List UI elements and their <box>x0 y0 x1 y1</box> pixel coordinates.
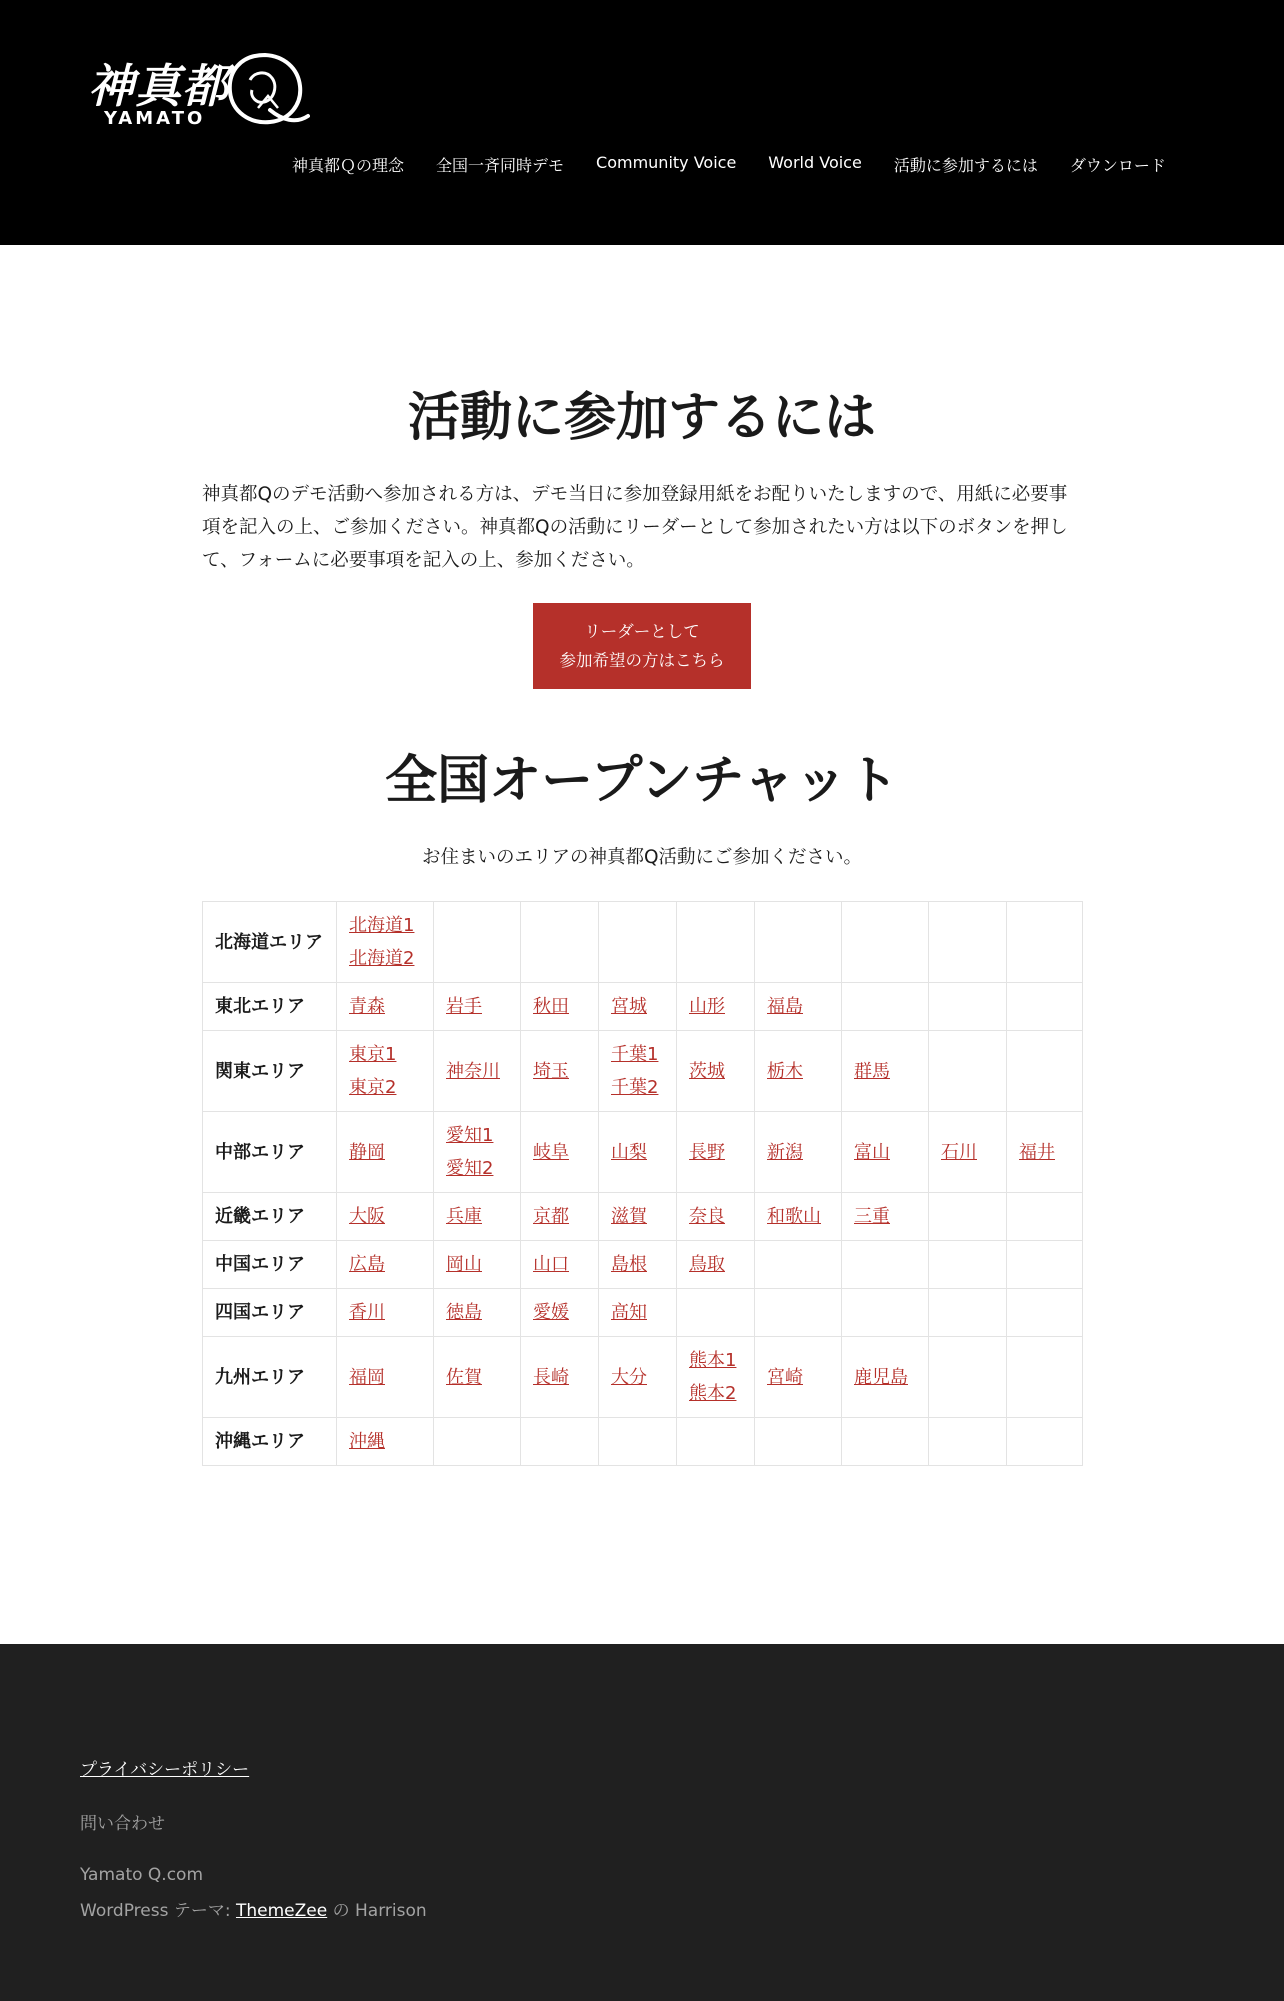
table-cell <box>521 1337 599 1418</box>
openchat-link[interactable]: 滋賀 <box>611 1206 647 1227</box>
themezee-link[interactable]: ThemeZee <box>235 1901 328 1921</box>
table-cell <box>929 1418 1007 1466</box>
page-title: 活動に参加するには <box>407 388 876 448</box>
table-cell <box>842 1289 929 1337</box>
credit-suffix: の Harrison <box>327 1901 427 1921</box>
openchat-link[interactable]: 千葉2 <box>611 1077 659 1098</box>
table-cell <box>1007 1418 1083 1466</box>
openchat-link[interactable]: 大阪 <box>349 1206 385 1227</box>
site-footer <box>0 1644 1284 2001</box>
table-cell <box>677 1112 755 1193</box>
openchat-link[interactable]: 三重 <box>854 1206 890 1227</box>
openchat-link[interactable]: 島根 <box>611 1254 647 1275</box>
table-cell <box>842 1337 929 1418</box>
openchat-link[interactable]: 富山 <box>854 1141 890 1163</box>
openchat-link[interactable]: 山形 <box>689 996 725 1017</box>
table-cell <box>929 1337 1007 1418</box>
logo-kanji: 神真都 <box>88 59 229 113</box>
table-cell <box>337 1418 434 1466</box>
area-name: 関東エリア <box>203 1031 337 1112</box>
openchat-link[interactable]: 愛知2 <box>446 1158 494 1179</box>
table-cell <box>1007 1241 1083 1289</box>
table-cell <box>929 1241 1007 1289</box>
table-row <box>203 1418 1083 1466</box>
openchat-link[interactable]: 熊本2 <box>689 1383 737 1404</box>
site-header <box>0 0 1284 245</box>
privacy-policy-link[interactable]: プライバシーポリシー <box>80 1760 250 1780</box>
intro-text: 神真都Qのデモ活動へ参加される方は、デモ当日に参加登録用紙をお配りいたしますので、用紙に必要事項を記入の上、ご参加ください。神真都Qの活動にリーダーとして参加されたい方は以下のボタンを押して、フォームに必要事項を記入の上、参加ください。 <box>202 484 1068 571</box>
table-cell <box>599 1031 677 1112</box>
footer-credit <box>80 1896 427 1921</box>
main-nav <box>292 149 1166 180</box>
table-row <box>203 1337 1083 1418</box>
section-subtitle: お住まいのエリアの神真都Q活動にご参加ください。 <box>421 847 863 868</box>
openchat-link[interactable]: 徳島 <box>446 1302 482 1323</box>
table-cell <box>677 902 755 983</box>
table-cell <box>929 1289 1007 1337</box>
nav-item-download[interactable]: ダウンロード <box>1069 156 1166 175</box>
table-cell <box>677 983 755 1031</box>
nav-item-philosophy[interactable]: 神真都Ｑの理念 <box>292 156 405 175</box>
openchat-link[interactable]: 鹿児島 <box>854 1366 908 1388</box>
openchat-link[interactable]: 茨城 <box>689 1060 725 1082</box>
table-cell <box>755 1112 842 1193</box>
table-cell <box>1007 1193 1083 1241</box>
openchat-link[interactable]: 長崎 <box>533 1366 569 1388</box>
table-cell <box>599 983 677 1031</box>
nav-item-community-voice[interactable]: Community Voice <box>596 153 737 172</box>
table-cell <box>842 1418 929 1466</box>
table-row <box>203 1112 1083 1193</box>
openchat-link[interactable]: 東京1 <box>349 1044 397 1065</box>
table-cell <box>434 902 521 983</box>
table-cell <box>434 1031 521 1112</box>
table-cell <box>337 902 434 983</box>
table-cell <box>1007 983 1083 1031</box>
table-cell <box>521 1031 599 1112</box>
openchat-link[interactable]: 愛知1 <box>446 1125 494 1146</box>
area-name: 四国エリア <box>203 1289 337 1337</box>
openchat-link[interactable]: 熊本1 <box>689 1350 737 1371</box>
openchat-link[interactable]: 福岡 <box>349 1366 385 1388</box>
openchat-link[interactable]: 岐阜 <box>533 1141 569 1163</box>
table-cell <box>434 1418 521 1466</box>
table-cell <box>337 1193 434 1241</box>
area-name: 中国エリア <box>203 1241 337 1289</box>
table-cell <box>755 1337 842 1418</box>
table-cell <box>842 902 929 983</box>
openchat-link[interactable]: 奈良 <box>689 1206 725 1227</box>
openchat-link[interactable]: 静岡 <box>349 1141 385 1163</box>
table-cell <box>929 1112 1007 1193</box>
openchat-link[interactable]: 神奈川 <box>446 1060 500 1082</box>
leader-button-line1: リーダーとして <box>584 622 700 641</box>
table-cell <box>1007 1289 1083 1337</box>
table-row <box>203 1241 1083 1289</box>
table-cell <box>599 1241 677 1289</box>
openchat-link[interactable]: 秋田 <box>533 996 569 1017</box>
openchat-link[interactable]: 栃木 <box>767 1060 803 1082</box>
table-cell <box>677 1241 755 1289</box>
openchat-link[interactable]: 香川 <box>349 1302 385 1323</box>
openchat-link[interactable]: 石川 <box>941 1141 977 1163</box>
table-row <box>203 902 1083 983</box>
openchat-link[interactable]: 佐賀 <box>446 1366 482 1388</box>
nav-item-nationwide-demo[interactable]: 全国一斉同時デモ <box>436 156 565 175</box>
openchat-link[interactable]: 宮城 <box>611 996 647 1017</box>
table-cell <box>755 1193 842 1241</box>
table-cell <box>842 1193 929 1241</box>
table-cell <box>842 1241 929 1289</box>
credit-prefix: WordPress テーマ: <box>80 1901 236 1921</box>
openchat-link[interactable]: 愛媛 <box>533 1302 569 1323</box>
table-cell <box>755 902 842 983</box>
table-cell <box>434 1337 521 1418</box>
openchat-link[interactable]: 埼玉 <box>533 1060 569 1082</box>
openchat-link[interactable]: 新潟 <box>767 1141 803 1163</box>
table-cell <box>599 902 677 983</box>
table-row <box>203 1031 1083 1112</box>
table-cell <box>599 1418 677 1466</box>
table-cell <box>929 1031 1007 1112</box>
table-cell <box>599 1112 677 1193</box>
table-cell <box>755 1031 842 1112</box>
area-table <box>202 901 1083 1466</box>
table-cell <box>521 983 599 1031</box>
table-cell <box>677 1031 755 1112</box>
table-cell <box>337 1337 434 1418</box>
table-cell <box>677 1193 755 1241</box>
openchat-link[interactable]: 沖縄 <box>349 1431 385 1452</box>
table-cell <box>521 1193 599 1241</box>
openchat-link[interactable]: 長野 <box>689 1141 725 1163</box>
table-cell <box>337 1241 434 1289</box>
openchat-link[interactable]: 山口 <box>533 1254 569 1275</box>
table-cell <box>755 1289 842 1337</box>
table-cell <box>337 1112 434 1193</box>
table-cell <box>929 1193 1007 1241</box>
table-cell <box>521 1112 599 1193</box>
area-name: 中部エリア <box>203 1112 337 1193</box>
openchat-link[interactable]: 京都 <box>533 1206 569 1227</box>
table-cell <box>755 1241 842 1289</box>
openchat-link[interactable]: 高知 <box>611 1302 647 1323</box>
logo-latin: YAMATO <box>104 108 206 129</box>
table-cell <box>434 983 521 1031</box>
openchat-link[interactable]: 千葉1 <box>611 1044 659 1065</box>
leader-signup-button[interactable] <box>533 603 751 689</box>
openchat-link[interactable]: 東京2 <box>349 1077 397 1098</box>
area-name: 九州エリア <box>203 1337 337 1418</box>
table-cell <box>755 1418 842 1466</box>
table-cell <box>337 1289 434 1337</box>
openchat-link[interactable]: 北海道1 <box>349 915 415 936</box>
area-name: 沖縄エリア <box>203 1418 337 1466</box>
table-cell <box>599 1289 677 1337</box>
openchat-link[interactable]: 広島 <box>349 1254 385 1275</box>
table-cell <box>677 1337 755 1418</box>
area-name: 近畿エリア <box>203 1193 337 1241</box>
openchat-link[interactable]: 岡山 <box>446 1254 482 1275</box>
table-row <box>203 1193 1083 1241</box>
table-cell <box>929 983 1007 1031</box>
table-cell <box>929 902 1007 983</box>
q-logo-icon <box>220 50 310 130</box>
table-cell <box>842 1031 929 1112</box>
table-cell <box>1007 1031 1083 1112</box>
area-name: 東北エリア <box>203 983 337 1031</box>
openchat-link[interactable]: 兵庫 <box>446 1206 482 1227</box>
leader-button-line2: 参加希望の方はこちら <box>559 651 725 670</box>
table-cell <box>337 983 434 1031</box>
table-cell <box>842 983 929 1031</box>
openchat-link[interactable]: 北海道2 <box>349 948 415 969</box>
openchat-link[interactable]: 福島 <box>767 996 803 1017</box>
table-cell <box>1007 902 1083 983</box>
table-cell <box>434 1112 521 1193</box>
table-cell <box>434 1193 521 1241</box>
section-title: 全国オープンチャット <box>385 751 899 811</box>
table-cell <box>434 1241 521 1289</box>
openchat-link[interactable]: 山梨 <box>611 1141 647 1163</box>
openchat-link[interactable]: 群馬 <box>854 1060 890 1082</box>
table-cell <box>677 1289 755 1337</box>
table-cell <box>1007 1337 1083 1418</box>
openchat-link[interactable]: 宮崎 <box>767 1366 803 1388</box>
footer-site-name: Yamato Q.com <box>80 1865 204 1885</box>
table-cell <box>755 983 842 1031</box>
table-cell <box>677 1418 755 1466</box>
table-cell <box>1007 1112 1083 1193</box>
table-cell <box>337 1031 434 1112</box>
openchat-link[interactable]: 和歌山 <box>767 1206 821 1227</box>
contact-link[interactable]: 問い合わせ <box>80 1814 165 1834</box>
table-cell <box>521 902 599 983</box>
table-cell <box>599 1337 677 1418</box>
area-name: 北海道エリア <box>203 902 337 983</box>
table-row <box>203 983 1083 1031</box>
openchat-link[interactable]: 鳥取 <box>689 1254 725 1275</box>
nav-item-join[interactable]: 活動に参加するには <box>893 156 1038 175</box>
table-cell <box>521 1241 599 1289</box>
nav-item-world-voice[interactable]: World Voice <box>768 153 862 172</box>
openchat-link[interactable]: 青森 <box>349 996 385 1017</box>
table-row <box>203 1289 1083 1337</box>
table-cell <box>521 1289 599 1337</box>
table-cell <box>521 1418 599 1466</box>
openchat-link[interactable]: 岩手 <box>446 996 482 1017</box>
openchat-link[interactable]: 福井 <box>1019 1141 1055 1163</box>
table-cell <box>842 1112 929 1193</box>
site-logo[interactable] <box>88 50 308 135</box>
table-cell <box>599 1193 677 1241</box>
table-cell <box>434 1289 521 1337</box>
openchat-link[interactable]: 大分 <box>611 1366 647 1388</box>
